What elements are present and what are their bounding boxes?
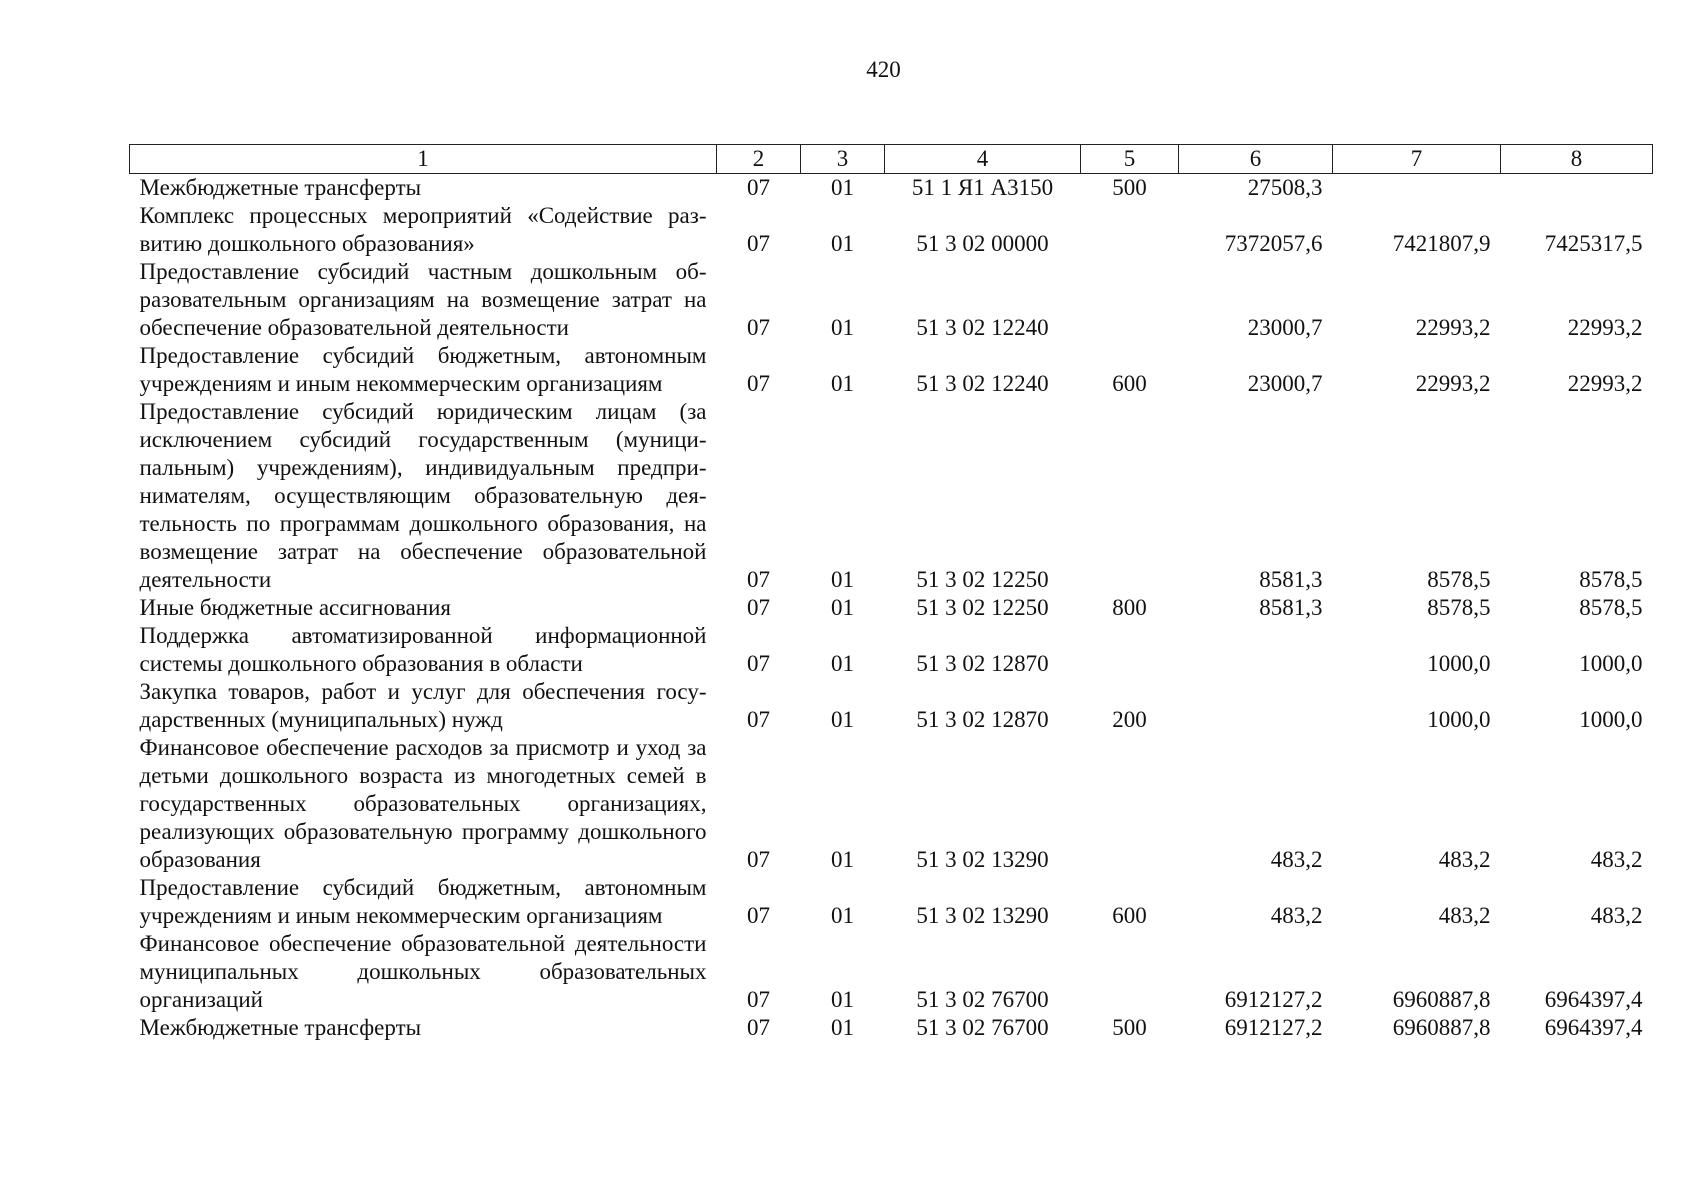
row-target-article-cell: 51 1 Я1 А3150 [911,175,1054,200]
table-row [130,594,1653,622]
table-row [130,930,1653,1014]
header-cell: 8 [1501,145,1653,174]
row-name-cell: Предоставление субсидий бюджетным, автономным учреждениям и иным некоммерческим организациям [139,875,707,928]
row-subsection-cell: 01 [831,175,854,200]
row-expense-type-cell [1081,622,1179,678]
row-amount-col6-cell: 23000,7 [1247,315,1323,340]
page-number: 420 [866,57,901,82]
row-name-cell: Предоставление субсидий юридическим лицам (за исключением субсидий государственным (муниципальным) учреждениям), индивидуальным предпринимателям, осуществляющим образовательную деятельность по программам дошкольного образования, на возмещение затрат на обеспечение образовательной деятельности [139,399,707,592]
row-amount-col7-cell [1333,174,1501,203]
header-cell: 5 [1081,145,1179,174]
row-amount-col7-cell: 6960887,8 [1392,1015,1491,1040]
row-amount-col7-cell: 22993,2 [1415,371,1491,396]
table-row [130,734,1653,874]
header-cell: 3 [801,145,885,174]
row-expense-type-cell [1081,930,1179,1014]
row-subsection-cell: 01 [831,651,854,676]
table-row [130,258,1653,342]
row-section-cell: 07 [747,315,770,340]
row-amount-col8-cell: 8578,5 [1579,595,1643,620]
row-section-cell: 07 [747,595,770,620]
row-target-article-cell: 51 3 02 76700 [916,987,1049,1012]
row-section-cell: 07 [747,371,770,396]
table-row [130,678,1653,734]
row-amount-col6-cell: 483,2 [1270,903,1323,928]
row-expense-type-cell: 600 [1112,903,1147,928]
row-amount-col8-cell: 6964397,4 [1544,987,1643,1012]
row-expense-type-cell: 500 [1112,175,1147,200]
row-subsection-cell: 01 [831,903,854,928]
row-name-cell: Финансовое обеспечение образовательной деятельности муниципальных дошкольных образовательных организаций [139,931,707,1012]
row-amount-col6-cell: 27508,3 [1247,175,1323,200]
row-name-cell: Предоставление субсидий бюджетным, автономным учреждениям и иным некоммерческим организациям [139,343,707,396]
row-amount-col7-cell: 22993,2 [1415,315,1491,340]
table-row [130,874,1653,930]
header-cell: 6 [1179,145,1333,174]
row-amount-col6-cell [1179,622,1333,678]
row-amount-col8-cell: 483,2 [1590,903,1643,928]
budget-table [129,144,1653,1042]
row-section-cell: 07 [747,707,770,732]
row-section-cell: 07 [747,847,770,872]
row-name-cell: Закупка товаров, работ и услуг для обеспечения государственных (муниципальных) нужд [139,679,707,732]
row-expense-type-cell [1081,258,1179,342]
row-target-article-cell: 51 3 02 13290 [916,903,1049,928]
row-target-article-cell: 51 3 02 12240 [916,371,1049,396]
table-body [130,174,1653,1043]
row-amount-col6-cell: 8581,3 [1259,595,1323,620]
row-name-cell: Комплекс процессных мероприятий «Содействие развитию дошкольного образования» [139,203,707,256]
row-name-cell: Предоставление субсидий частным дошкольным образовательным организациям на возмещение затрат на обеспечение образовательной деятельности [139,259,707,340]
row-name-cell: Поддержка автоматизированной информационной системы дошкольного образования в области [139,623,707,676]
row-subsection-cell: 01 [831,315,854,340]
row-amount-col8-cell: 1000,0 [1579,651,1643,676]
table-row [130,342,1653,398]
row-amount-col6-cell: 6912127,2 [1224,987,1323,1012]
row-amount-col8-cell: 1000,0 [1579,707,1643,732]
row-expense-type-cell: 600 [1112,371,1147,396]
row-section-cell: 07 [747,175,770,200]
row-target-article-cell: 51 3 02 12870 [916,651,1049,676]
header-cell: 4 [885,145,1081,174]
row-target-article-cell: 51 3 02 00000 [916,231,1049,256]
row-amount-col8-cell: 7425317,5 [1544,231,1643,256]
header-cell: 2 [717,145,801,174]
table-row [130,622,1653,678]
row-subsection-cell: 01 [831,707,854,732]
row-target-article-cell: 51 3 02 12240 [916,315,1049,340]
row-name-cell: Межбюджетные трансферты [139,175,422,200]
table-header [130,145,1653,174]
row-amount-col8-cell [1501,174,1653,203]
row-target-article-cell: 51 3 02 12250 [916,595,1049,620]
row-amount-col6-cell [1179,678,1333,734]
table-row [130,1014,1653,1042]
row-section-cell: 07 [747,231,770,256]
header-cell: 1 [130,145,717,174]
row-subsection-cell: 01 [831,987,854,1012]
row-section-cell: 07 [747,903,770,928]
row-section-cell: 07 [747,1015,770,1040]
table-row [130,398,1653,594]
header-row [130,145,1653,174]
row-target-article-cell: 51 3 02 76700 [916,1015,1049,1040]
table-row [130,174,1653,203]
row-amount-col8-cell: 22993,2 [1567,371,1643,396]
row-target-article-cell: 51 3 02 12870 [916,707,1049,732]
row-amount-col6-cell: 8581,3 [1259,567,1323,592]
row-amount-col7-cell: 6960887,8 [1392,987,1491,1012]
row-subsection-cell: 01 [831,371,854,396]
row-expense-type-cell: 500 [1112,1015,1147,1040]
row-amount-col8-cell: 6964397,4 [1544,1015,1643,1040]
row-expense-type-cell [1081,734,1179,874]
row-expense-type-cell [1081,202,1179,258]
row-amount-col6-cell: 7372057,6 [1224,231,1323,256]
row-amount-col7-cell: 483,2 [1438,847,1491,872]
row-amount-col7-cell: 1000,0 [1427,651,1491,676]
row-amount-col7-cell: 8578,5 [1427,567,1491,592]
row-amount-col6-cell: 6912127,2 [1224,1015,1323,1040]
row-amount-col7-cell: 7421807,9 [1392,231,1491,256]
row-expense-type-cell: 200 [1112,707,1147,732]
row-expense-type-cell [1081,398,1179,594]
row-subsection-cell: 01 [831,567,854,592]
row-subsection-cell: 01 [831,231,854,256]
row-amount-col8-cell: 22993,2 [1567,315,1643,340]
row-name-cell: Межбюджетные трансферты [139,1015,422,1040]
row-amount-col6-cell: 483,2 [1270,847,1323,872]
table-row [130,202,1653,258]
row-subsection-cell: 01 [831,1015,854,1040]
row-name-cell: Иные бюджетные ассигнования [139,595,451,620]
row-amount-col8-cell: 483,2 [1590,847,1643,872]
row-section-cell: 07 [747,987,770,1012]
row-amount-col6-cell: 23000,7 [1247,371,1323,396]
row-target-article-cell: 51 3 02 13290 [916,847,1049,872]
row-section-cell: 07 [747,567,770,592]
row-amount-col8-cell: 8578,5 [1579,567,1643,592]
row-amount-col7-cell: 1000,0 [1427,707,1491,732]
row-amount-col7-cell: 483,2 [1438,903,1491,928]
row-subsection-cell: 01 [831,595,854,620]
row-target-article-cell: 51 3 02 12250 [916,567,1049,592]
row-amount-col7-cell: 8578,5 [1427,595,1491,620]
row-section-cell: 07 [747,651,770,676]
row-expense-type-cell: 800 [1112,595,1147,620]
header-cell: 7 [1333,145,1501,174]
row-subsection-cell: 01 [831,847,854,872]
row-name-cell: Финансовое обеспечение расходов за присмотр и уход за детьми дошкольного возраста из многодетных семей в государственных образовательных организациях, реализующих образовательную программу дошкольного образования [139,735,707,872]
